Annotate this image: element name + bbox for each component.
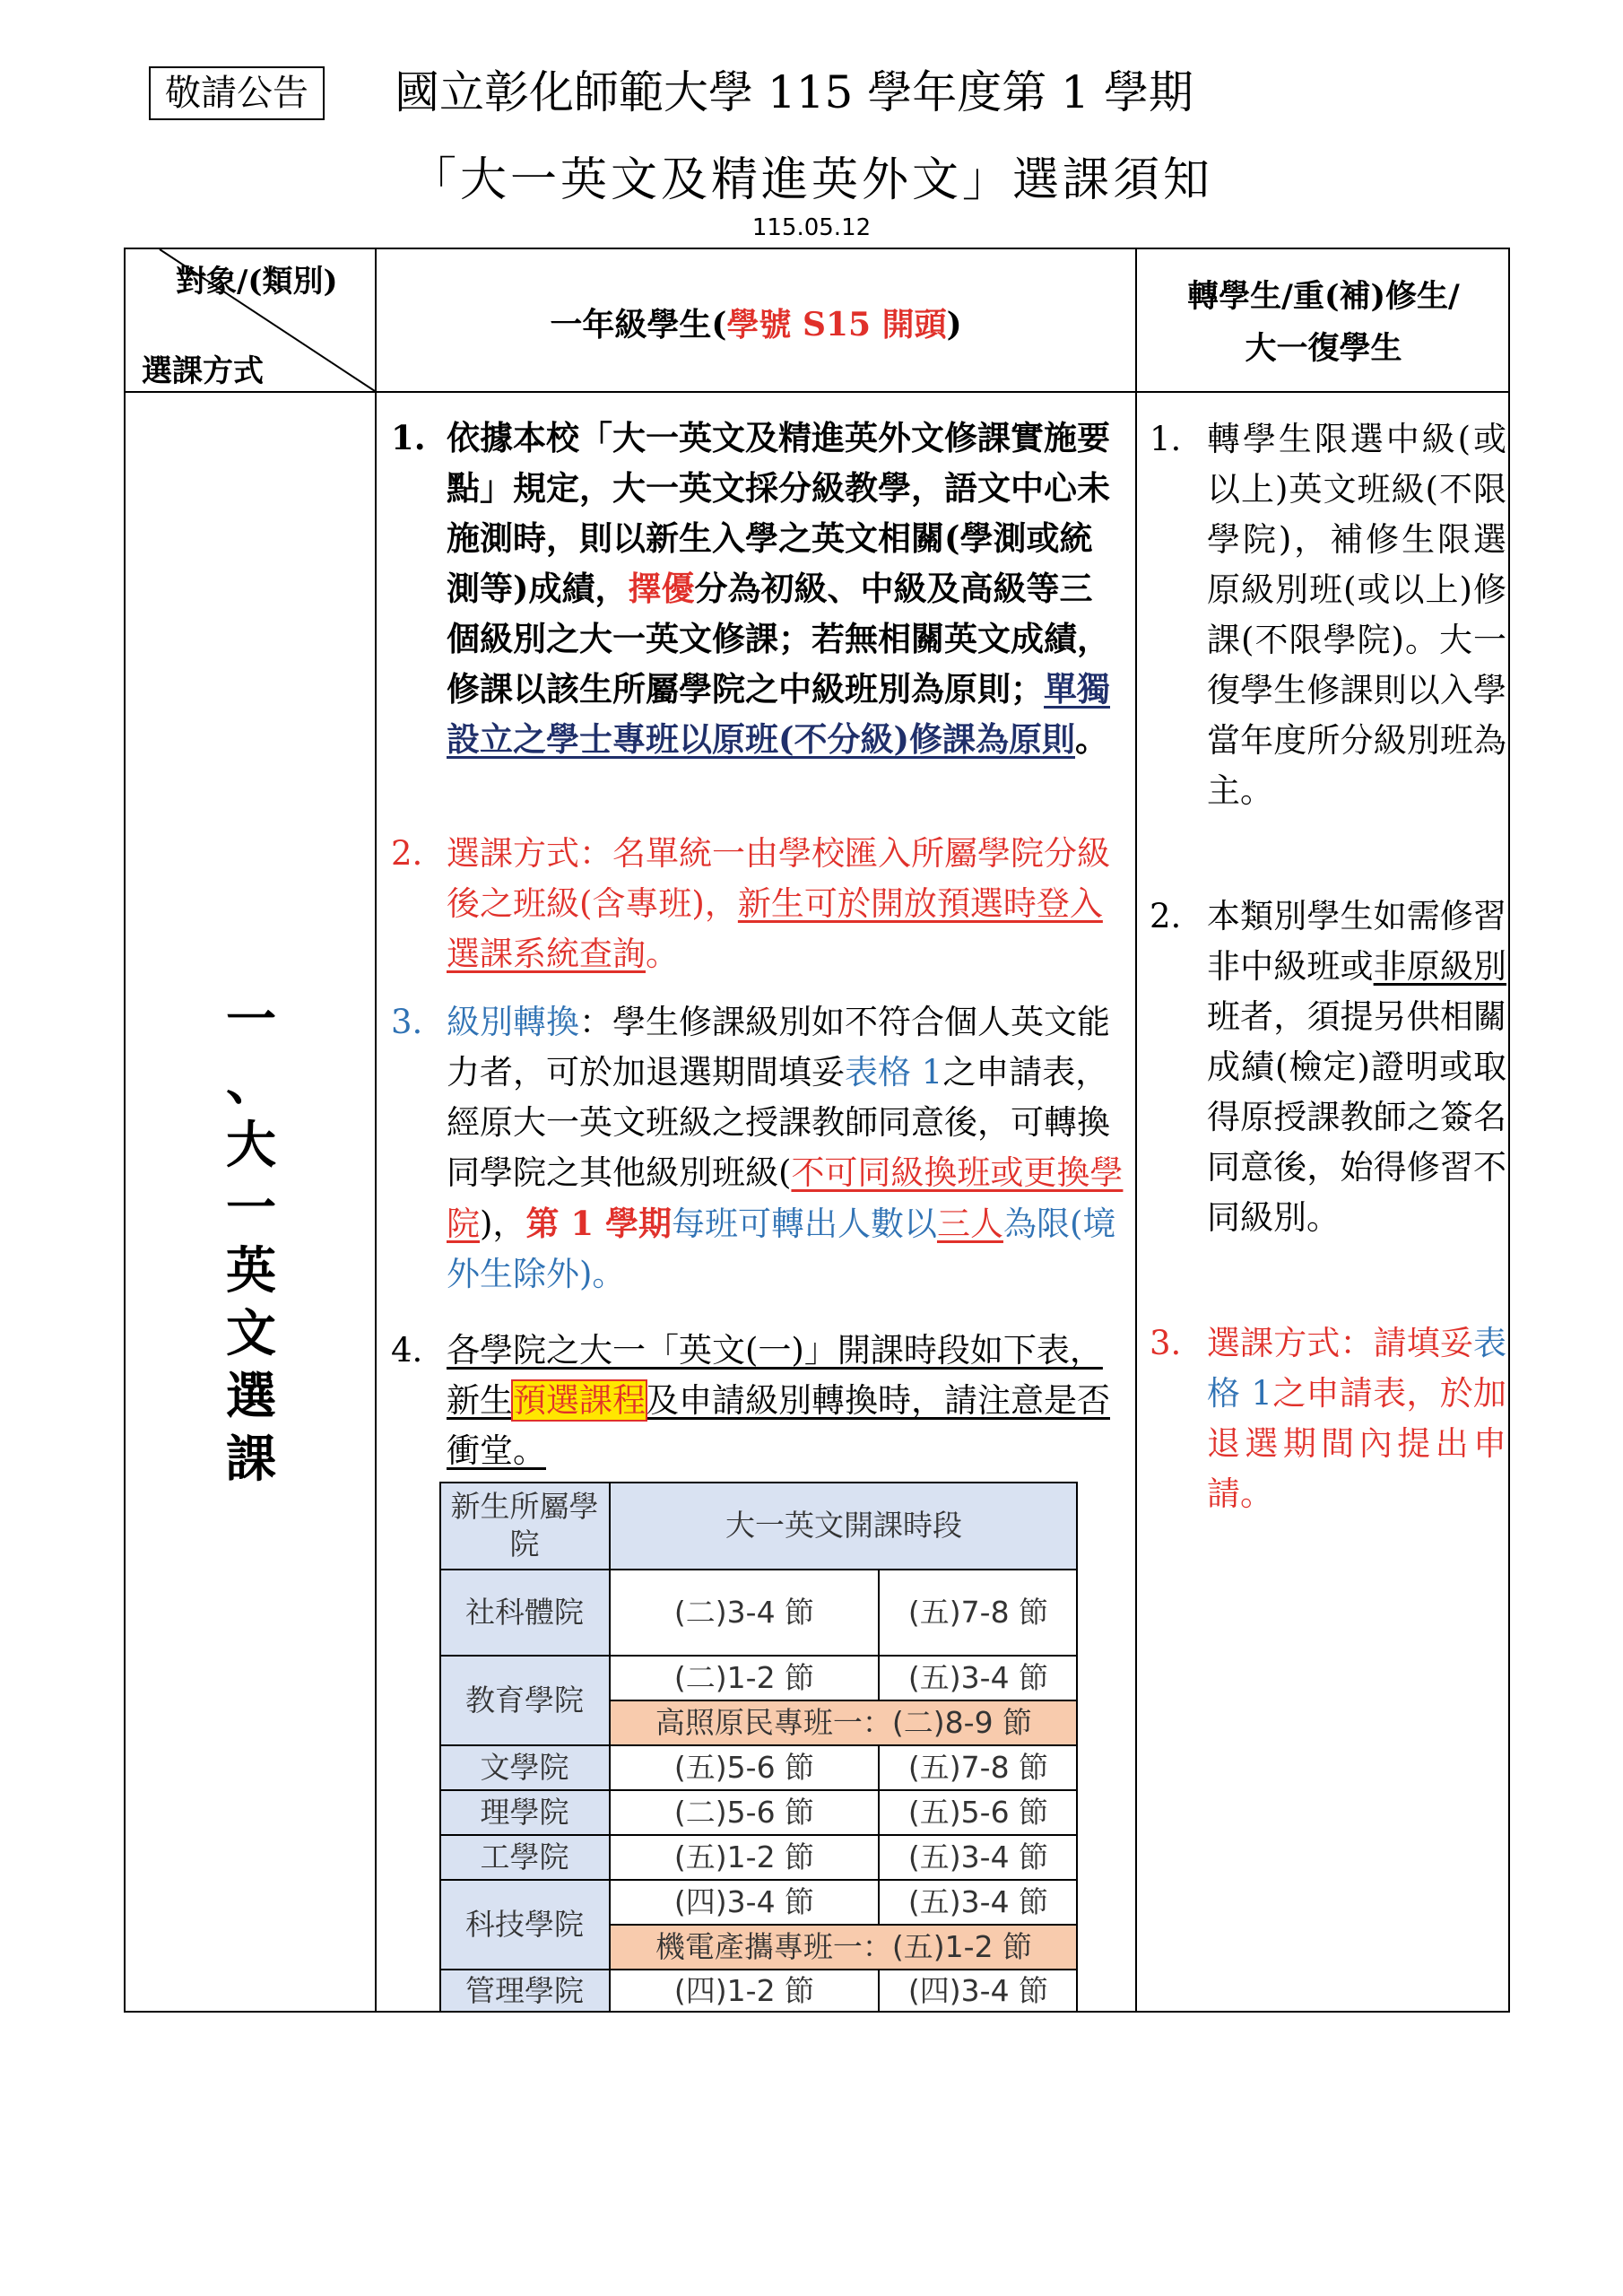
schedule-college: 管理學院 bbox=[439, 1970, 610, 2013]
schedule-time: (五)3-4 節 bbox=[907, 1884, 1049, 1919]
header-method-label: 選課方式 bbox=[142, 353, 264, 389]
schedule-time: (四)1-2 節 bbox=[673, 1973, 815, 2008]
schedule-college: 工學院 bbox=[439, 1835, 610, 1880]
schedule-college: 社科體院 bbox=[439, 1570, 610, 1656]
others-item-2: 2. 本類別學生如需修習非中級班或非原級別班者，須提另供相關成績(檢定)證明或取得原授課教師之簽名同意後，始得修習不同級別。 bbox=[1150, 897, 1506, 1237]
schedule-college: 教育學院 bbox=[439, 1656, 610, 1745]
schedule-time: (二)5-6 節 bbox=[673, 1795, 815, 1830]
document-date: 115.05.12 bbox=[751, 214, 872, 241]
schedule-time: (五)5-6 節 bbox=[673, 1750, 815, 1785]
document-title: 國立彰化師範大學 115 學年度第 1 學期 bbox=[395, 66, 1193, 118]
schedule-time: (五)5-6 節 bbox=[907, 1795, 1049, 1830]
schedule-time: (二)1-2 節 bbox=[673, 1660, 815, 1695]
notice-label-box: 敬請公告 bbox=[149, 66, 325, 120]
schedule-time: (二)3-4 節 bbox=[673, 1595, 815, 1630]
student-id-prefix: 學號 S15 開頭 bbox=[726, 306, 947, 344]
schedule-table bbox=[439, 1482, 1078, 2013]
header-others-column: 轉學生/重(補)修生/ 大一復學生 bbox=[1187, 278, 1460, 367]
schedule-time: (五)3-4 節 bbox=[907, 1660, 1049, 1695]
freshman-item-4: 4. 各學院之大一「英文(一)」開課時段如下表，新生預選課程及申請級別轉換時，請注意是否衝堂。 bbox=[391, 1331, 1110, 1470]
schedule-time: (五)7-8 節 bbox=[907, 1595, 1049, 1630]
freshman-item-2: 2. 選課方式：名單統一由學校匯入所屬學院分級後之班級(含專班)，新生可於開放預選時登入選課系統查詢。 bbox=[391, 834, 1110, 973]
schedule-special-class: 機電產攜專班一：(五)1-2 節 bbox=[610, 1925, 1078, 1970]
schedule-college: 文學院 bbox=[439, 1745, 610, 1790]
header-freshman-column: 一年級學生(學號 S15 開頭) bbox=[550, 306, 962, 344]
document-subtitle: 「大一英文及精進英外文」選課須知 bbox=[409, 153, 1213, 207]
others-item-1: 1. 轉學生限選中級(或以上)英文班級(不限學院)，補修生限選原級別班(或以上)修課(不限學院)。大一復學生修課則以入學當年度所分級別班為主。 bbox=[1150, 420, 1506, 810]
others-item-3: 3. 選課方式：請填妥表格 1之申請表，於加退選期間內提出申請。 bbox=[1150, 1324, 1506, 1513]
schedule-grid bbox=[439, 1482, 1078, 2013]
schedule-special-class: 高照原民專班一：(二)8-9 節 bbox=[610, 1700, 1078, 1745]
schedule-college: 科技學院 bbox=[439, 1880, 610, 1970]
schedule-time: (五)1-2 節 bbox=[673, 1839, 815, 1874]
schedule-college: 理學院 bbox=[439, 1790, 610, 1835]
section-title-vertical: 一 、 大 一 英 文 選 課 bbox=[226, 990, 276, 1489]
schedule-time: (五)3-4 節 bbox=[907, 1839, 1049, 1874]
schedule-head-college: 新生所屬學院 bbox=[439, 1482, 610, 1570]
schedule-time: (五)7-8 節 bbox=[907, 1750, 1049, 1785]
schedule-head-time: 大一英文開課時段 bbox=[610, 1482, 1078, 1570]
freshman-item-3: 3. 級別轉換：學生修課級別如不符合個人英文能力者，可於加退選期間填妥表格 1之申請表，經原大一英文班級之授課教師同意後，可轉換同學院之其他級別班級(不可同級換班或更換學院)，第 1 學期每班可轉出人數以三人為限(境外生除外)。 bbox=[391, 1003, 1124, 1293]
freshman-item-1: 1. 依據本校「大一英文及精進英外文修課實施要點」規定，大一英文採分級教學，語文中心未施測時，則以新生入學之英文相關(學測或統測等)成績，擇優分為初級、中級及高級等三個級別之大一英文修課；若無相關英文成績，修課以該生所屬學院之中級班別為原則；單獨設立之學士專班以原班(不分級)修課為原則。 bbox=[391, 418, 1110, 759]
header-target-label: 對象/(類別) bbox=[176, 264, 338, 300]
schedule-time: (四)3-4 節 bbox=[907, 1973, 1049, 2008]
preselect-highlight: 預選課程 bbox=[513, 1381, 646, 1420]
schedule-time: (四)3-4 節 bbox=[673, 1884, 815, 1919]
